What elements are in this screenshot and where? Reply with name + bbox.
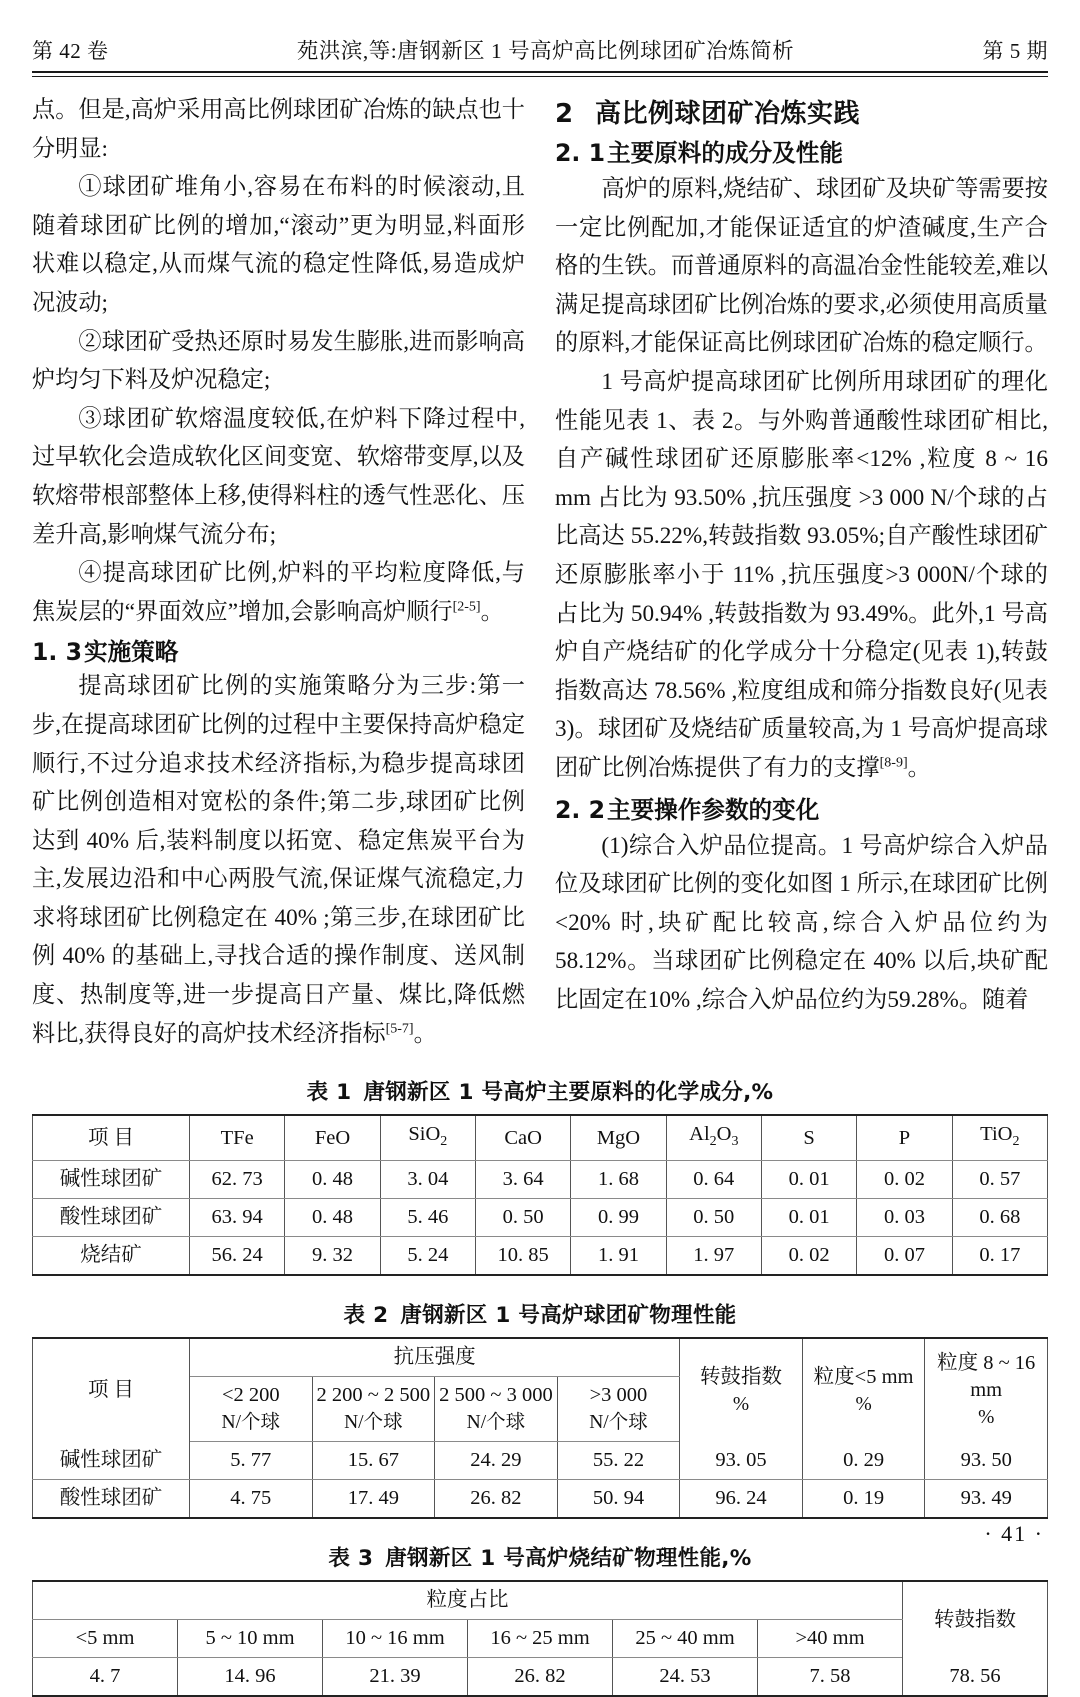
table-2-col-strength-3-unit: N/个球 (466, 1412, 526, 1434)
table-row (33, 1161, 1048, 1199)
heading-2-2-title: 主要操作参数的变化 (607, 795, 820, 824)
table-2-col-strength-2-unit: N/个球 (344, 1412, 403, 1434)
table-2-col-strength-1-range: <2 200 (221, 1384, 280, 1407)
table-3-number: 表 3 (328, 1546, 374, 1572)
table-3-header-row-2 (33, 1620, 1048, 1658)
paragraph-l2: ①球团矿堆角小,容易在布料的时候滚动,且随着球团矿比例的增加,“滚动”更为明显,料面形状难以稳定,从而煤气流的稳定性降低,易造成炉况波动; (32, 174, 525, 316)
table-cell: 62. 73 (190, 1161, 285, 1199)
table-1-col-sio2: SiO$_2$ (380, 1115, 475, 1161)
paragraph-l6-tail: 。 (413, 1020, 437, 1047)
table-3-col-size-3: 10 ~ 16 mm (323, 1620, 468, 1658)
table-1-col-tfe: TFe (190, 1115, 285, 1161)
table-cell: 3. 64 (475, 1161, 570, 1199)
table-cell: 0. 01 (761, 1161, 856, 1199)
table-2-col-strength-3 (435, 1377, 558, 1442)
table-row (33, 1237, 1048, 1276)
table-2-col-strength-2-range: 2 200 ~ 2 500 (316, 1384, 431, 1407)
table-cell: 1. 97 (666, 1237, 761, 1276)
heading-2-2 (555, 791, 1048, 825)
table-cell: 0. 29 (802, 1442, 925, 1480)
heading-2-1-number: 2. 1 (555, 139, 606, 167)
paragraph-r1: 高炉的原料,烧结矿、球团矿及块矿等需要按一定比例配加,才能保证适宜的炉渣碱度,生产合格的生铁。而普通原料的高温冶金性能较差,难以满足提高球团矿比例冶炼的要求,必须使用高质量的原料,才能保证高比例球团矿冶炼的稳定顺行。 (555, 176, 1048, 357)
citation-ref-5-7: [5-7] (385, 1020, 414, 1036)
table-cell: 4. 75 (190, 1480, 313, 1519)
right-column (555, 91, 1048, 1019)
heading-2-1 (555, 134, 1048, 168)
paragraph-r2 (555, 363, 1048, 788)
heading-2-1-title: 主要原料的成分及性能 (607, 139, 843, 167)
table-3-group-size: 粒度占比 (33, 1581, 903, 1620)
table-2-col-drum-name: 转鼓指数 (700, 1365, 783, 1388)
table-cell: 0. 50 (475, 1199, 570, 1237)
table-2-col-strength-4-unit: N/个球 (589, 1412, 648, 1434)
table-2 (32, 1337, 1048, 1519)
left-column (32, 91, 525, 1053)
paragraph-l1: 点。但是,高炉采用高比例球团矿冶炼的缺点也十分明显: (32, 97, 525, 162)
table-2-col-size-8-16 (925, 1338, 1048, 1442)
table-1-col-item: 项 目 (33, 1115, 190, 1161)
table-3-col-size-5: 25 ~ 40 mm (613, 1620, 758, 1658)
table-cell: 0. 19 (802, 1480, 925, 1519)
table-2-col-strength-3-range: 2 500 ~ 3 000 (439, 1384, 553, 1407)
table-1-row-label: 碱性球团矿 (33, 1161, 190, 1199)
table-1-col-feo: FeO (285, 1115, 380, 1161)
running-head-title: 苑洪滨,等:唐钢新区 1 号高炉高比例球团矿冶炼简析 (296, 39, 795, 63)
table-2-col-drum (680, 1338, 803, 1442)
table-cell: 15. 67 (312, 1442, 435, 1480)
table-1-header-row (33, 1115, 1048, 1161)
heading-2 (555, 93, 1048, 130)
table-2-number: 表 2 (343, 1303, 389, 1329)
table-cell: 1. 91 (571, 1237, 666, 1276)
table-2-col-size-lt5 (802, 1338, 925, 1442)
table-row (33, 1480, 1048, 1519)
table-cell: 7. 58 (758, 1658, 903, 1697)
table-1-col-al2o3: $Al_2O_3$ (666, 1115, 761, 1161)
table-cell: 9. 32 (285, 1237, 380, 1276)
table-2-caption-text: 唐钢新区 1 号高炉球团矿物理性能 (400, 1303, 737, 1329)
table-1-body (33, 1161, 1048, 1276)
paragraph-l5-text: ④提高球团矿比例,炉料的平均粒度降低,与焦炭层的“界面效应”增加,会影响高炉顺行 (32, 560, 525, 625)
table-2-row-label: 碱性球团矿 (33, 1442, 190, 1480)
heading-1-3 (32, 633, 525, 667)
table-cell: 0. 48 (285, 1161, 380, 1199)
heading-2-number: 2 (555, 99, 574, 129)
table-2-col-strength-1 (190, 1377, 313, 1442)
table-2-col-size-8-16-unit: % (978, 1407, 995, 1429)
table-1-col-s: S (761, 1115, 856, 1161)
table-cell: 0. 01 (761, 1199, 856, 1237)
table-2-group-strength: 抗压强度 (190, 1338, 680, 1377)
table-cell: 55. 22 (557, 1442, 680, 1480)
table-1-row-label: 酸性球团矿 (33, 1199, 190, 1237)
table-1-row-label: 烧结矿 (33, 1237, 190, 1276)
table-row (33, 1442, 1048, 1480)
table-3-col-size-6: >40 mm (758, 1620, 903, 1658)
running-head-issue: 第 5 期 (982, 39, 1048, 63)
table-row (33, 1658, 1048, 1697)
table-cell: 93. 50 (925, 1442, 1048, 1480)
heading-2-title: 高比例球团矿冶炼实践 (595, 99, 861, 129)
table-1-col-mgo: MgO (571, 1115, 666, 1161)
table-cell: 26. 82 (435, 1480, 558, 1519)
table-cell: 10. 85 (475, 1237, 570, 1276)
paragraph-l5-tail: 。 (480, 598, 504, 625)
table-cell: 5. 77 (190, 1442, 313, 1480)
table-cell: 0. 68 (952, 1199, 1047, 1237)
citation-ref-8-9: [8-9] (879, 755, 908, 771)
table-3-col-size-1: <5 mm (33, 1620, 178, 1658)
paragraph-r2-text: 1 号高炉提高球团矿比例所用球团矿的理化性能见表 1、表 2。与外购普通酸性球团矿相比,自产碱性球团矿还原膨胀率<12% ,粒度 8 ~ 16 mm 占比为 93.50% ,抗压强度 >3 000 N/个球的占比高达 55.22%,转鼓指数 93.05%;自产酸性球团矿还原膨胀率小于 11% ,抗压强度>3 000N/个球的占比为 50.94% ,转鼓指数为 93.49%。此外,1 号高炉自产烧结矿的化学成分十分稳定(见表 1),转鼓指数高达 78.56% ,粒度组成和筛分指数良好(见表 3)。球团矿及烧结矿质量较高,为 1 号高炉提高球团矿比例冶炼提供了有力的支撑 (555, 368, 1048, 781)
table-2-col-size-lt5-name: 粒度<5 mm (813, 1365, 914, 1388)
table-2-body (33, 1442, 1048, 1519)
table-1-number: 表 1 (306, 1080, 352, 1106)
table-3-body (33, 1658, 1048, 1697)
table-cell: 0. 48 (285, 1199, 380, 1237)
table-3-caption-text: 唐钢新区 1 号高炉烧结矿物理性能,% (385, 1546, 752, 1572)
table-cell: 3. 04 (380, 1161, 475, 1199)
table-3-col-size-2: 5 ~ 10 mm (178, 1620, 323, 1658)
heading-1-3-title: 实施策略 (84, 638, 179, 667)
body-columns (18, 77, 1062, 1053)
table-2-col-size-lt5-unit: % (855, 1393, 872, 1415)
table-cell: 0. 57 (952, 1161, 1047, 1199)
table-cell: 93. 05 (680, 1442, 803, 1480)
table-cell: 0. 99 (571, 1199, 666, 1237)
table-cell: 50. 94 (557, 1480, 680, 1519)
table-2-col-strength-2 (312, 1377, 435, 1442)
paragraph-l6-text: 提高球团矿比例的实施策略分为三步:第一步,在提高球团矿比例的过程中主要保持高炉稳定顺行,不过分追求技术经济指标,为稳步提高球团矿比例创造相对宽松的条件;第二步,球团矿比例达到 40% 后,装料制度以拓宽、稳定焦炭平台为主,发展边沿和中心两股气流,保证煤气流稳定,力求将球团矿比例稳定在 40% ;第三步,在球团矿比例 40% 的基础上,寻找合适的操作制度、送风制度、热制度等,进一步提高日产量、煤比,降低燃料比,获得良好的高炉技术经济指标 (32, 673, 525, 1047)
table-cell: 56. 24 (190, 1237, 285, 1276)
table-2-caption (32, 1298, 1048, 1329)
heading-2-2-number: 2. 2 (555, 795, 606, 824)
table-3-header-row-1 (33, 1581, 1048, 1620)
table-cell: 0. 03 (857, 1199, 952, 1237)
table-2-col-item: 项 目 (33, 1338, 190, 1442)
table-cell: 96. 24 (680, 1480, 803, 1519)
table-cell: 0. 17 (952, 1237, 1047, 1276)
table-cell: 17. 49 (312, 1480, 435, 1519)
table-cell: 1. 68 (571, 1161, 666, 1199)
table-2-col-drum-unit: % (732, 1393, 750, 1415)
table-1-block (18, 1075, 1062, 1276)
table-2-col-size-8-16-name: 粒度 8 ~ 16 mm (937, 1352, 1036, 1402)
table-cell: 24. 53 (613, 1658, 758, 1697)
running-head-volume: 第 42 卷 (32, 39, 109, 63)
table-cell: 0. 64 (666, 1161, 761, 1199)
table-1-col-p: P (857, 1115, 952, 1161)
citation-ref-2-5: [2-5] (452, 598, 481, 614)
page-number: · 41 · (984, 1521, 1044, 1546)
table-cell: 14. 96 (178, 1658, 323, 1697)
table-cell: 26. 82 (468, 1658, 613, 1697)
table-cell: 0. 07 (857, 1237, 952, 1276)
table-row (33, 1199, 1048, 1237)
table-cell: 5. 46 (380, 1199, 475, 1237)
table-cell: 24. 29 (435, 1442, 558, 1480)
table-cell: 4. 7 (33, 1658, 178, 1697)
table-3 (32, 1580, 1048, 1697)
paragraph-l5 (32, 554, 525, 631)
table-1-col-cao: CaO (475, 1115, 570, 1161)
paragraph-l3: ②球团矿受热还原时易发生膨胀,进而影响高炉均匀下料及炉况稳定; (32, 328, 525, 394)
table-cell: 0. 02 (857, 1161, 952, 1199)
paragraph-l6 (32, 667, 525, 1053)
table-1-caption (32, 1075, 1048, 1106)
table-2-row-label: 酸性球团矿 (33, 1480, 190, 1519)
table-cell: 78. 56 (903, 1658, 1048, 1697)
paragraph-l4: ③球团矿软熔温度较低,在炉料下降过程中,过早软化会造成软化区间变宽、软熔带变厚,以及软熔带根部整体上移,使得料柱的透气性恶化、压差升高,影响煤气流分布; (32, 405, 525, 548)
table-3-block (18, 1541, 1062, 1697)
paragraph-r3: (1)综合入炉品位提高。1 号高炉综合入炉品位及球团矿比例的变化如图 1 所示,在球团矿比例<20% 时,块矿配比较高,综合入炉品位约为 58.12%。当球团矿比例稳定在 40% 以后,块矿配比固定在10% ,综合入炉品位约为59.28%。随着 (555, 832, 1048, 1013)
table-2-block (18, 1298, 1062, 1519)
table-cell: 0. 02 (761, 1237, 856, 1276)
table-cell: 21. 39 (323, 1658, 468, 1697)
table-cell: 93. 49 (925, 1480, 1048, 1519)
table-1-caption-text: 唐钢新区 1 号高炉主要原料的化学成分,% (363, 1080, 774, 1106)
table-1 (32, 1114, 1048, 1276)
table-cell: 0. 50 (666, 1199, 761, 1237)
table-3-col-size-4: 16 ~ 25 mm (468, 1620, 613, 1658)
table-2-header-row-1 (33, 1338, 1048, 1377)
table-2-col-strength-1-unit: N/个球 (221, 1412, 281, 1434)
table-2-col-strength-4 (557, 1377, 680, 1442)
running-head (18, 0, 1062, 71)
heading-1-3-number: 1. 3 (32, 638, 83, 667)
table-3-col-drum: 转鼓指数 (903, 1581, 1048, 1658)
table-cell: 63. 94 (190, 1199, 285, 1237)
table-cell: 5. 24 (380, 1237, 475, 1276)
table-2-col-strength-4-range: >3 000 (589, 1384, 648, 1407)
table-1-col-tio2: TiO$_2$ (952, 1115, 1047, 1161)
paragraph-r2-tail: 。 (907, 754, 931, 781)
